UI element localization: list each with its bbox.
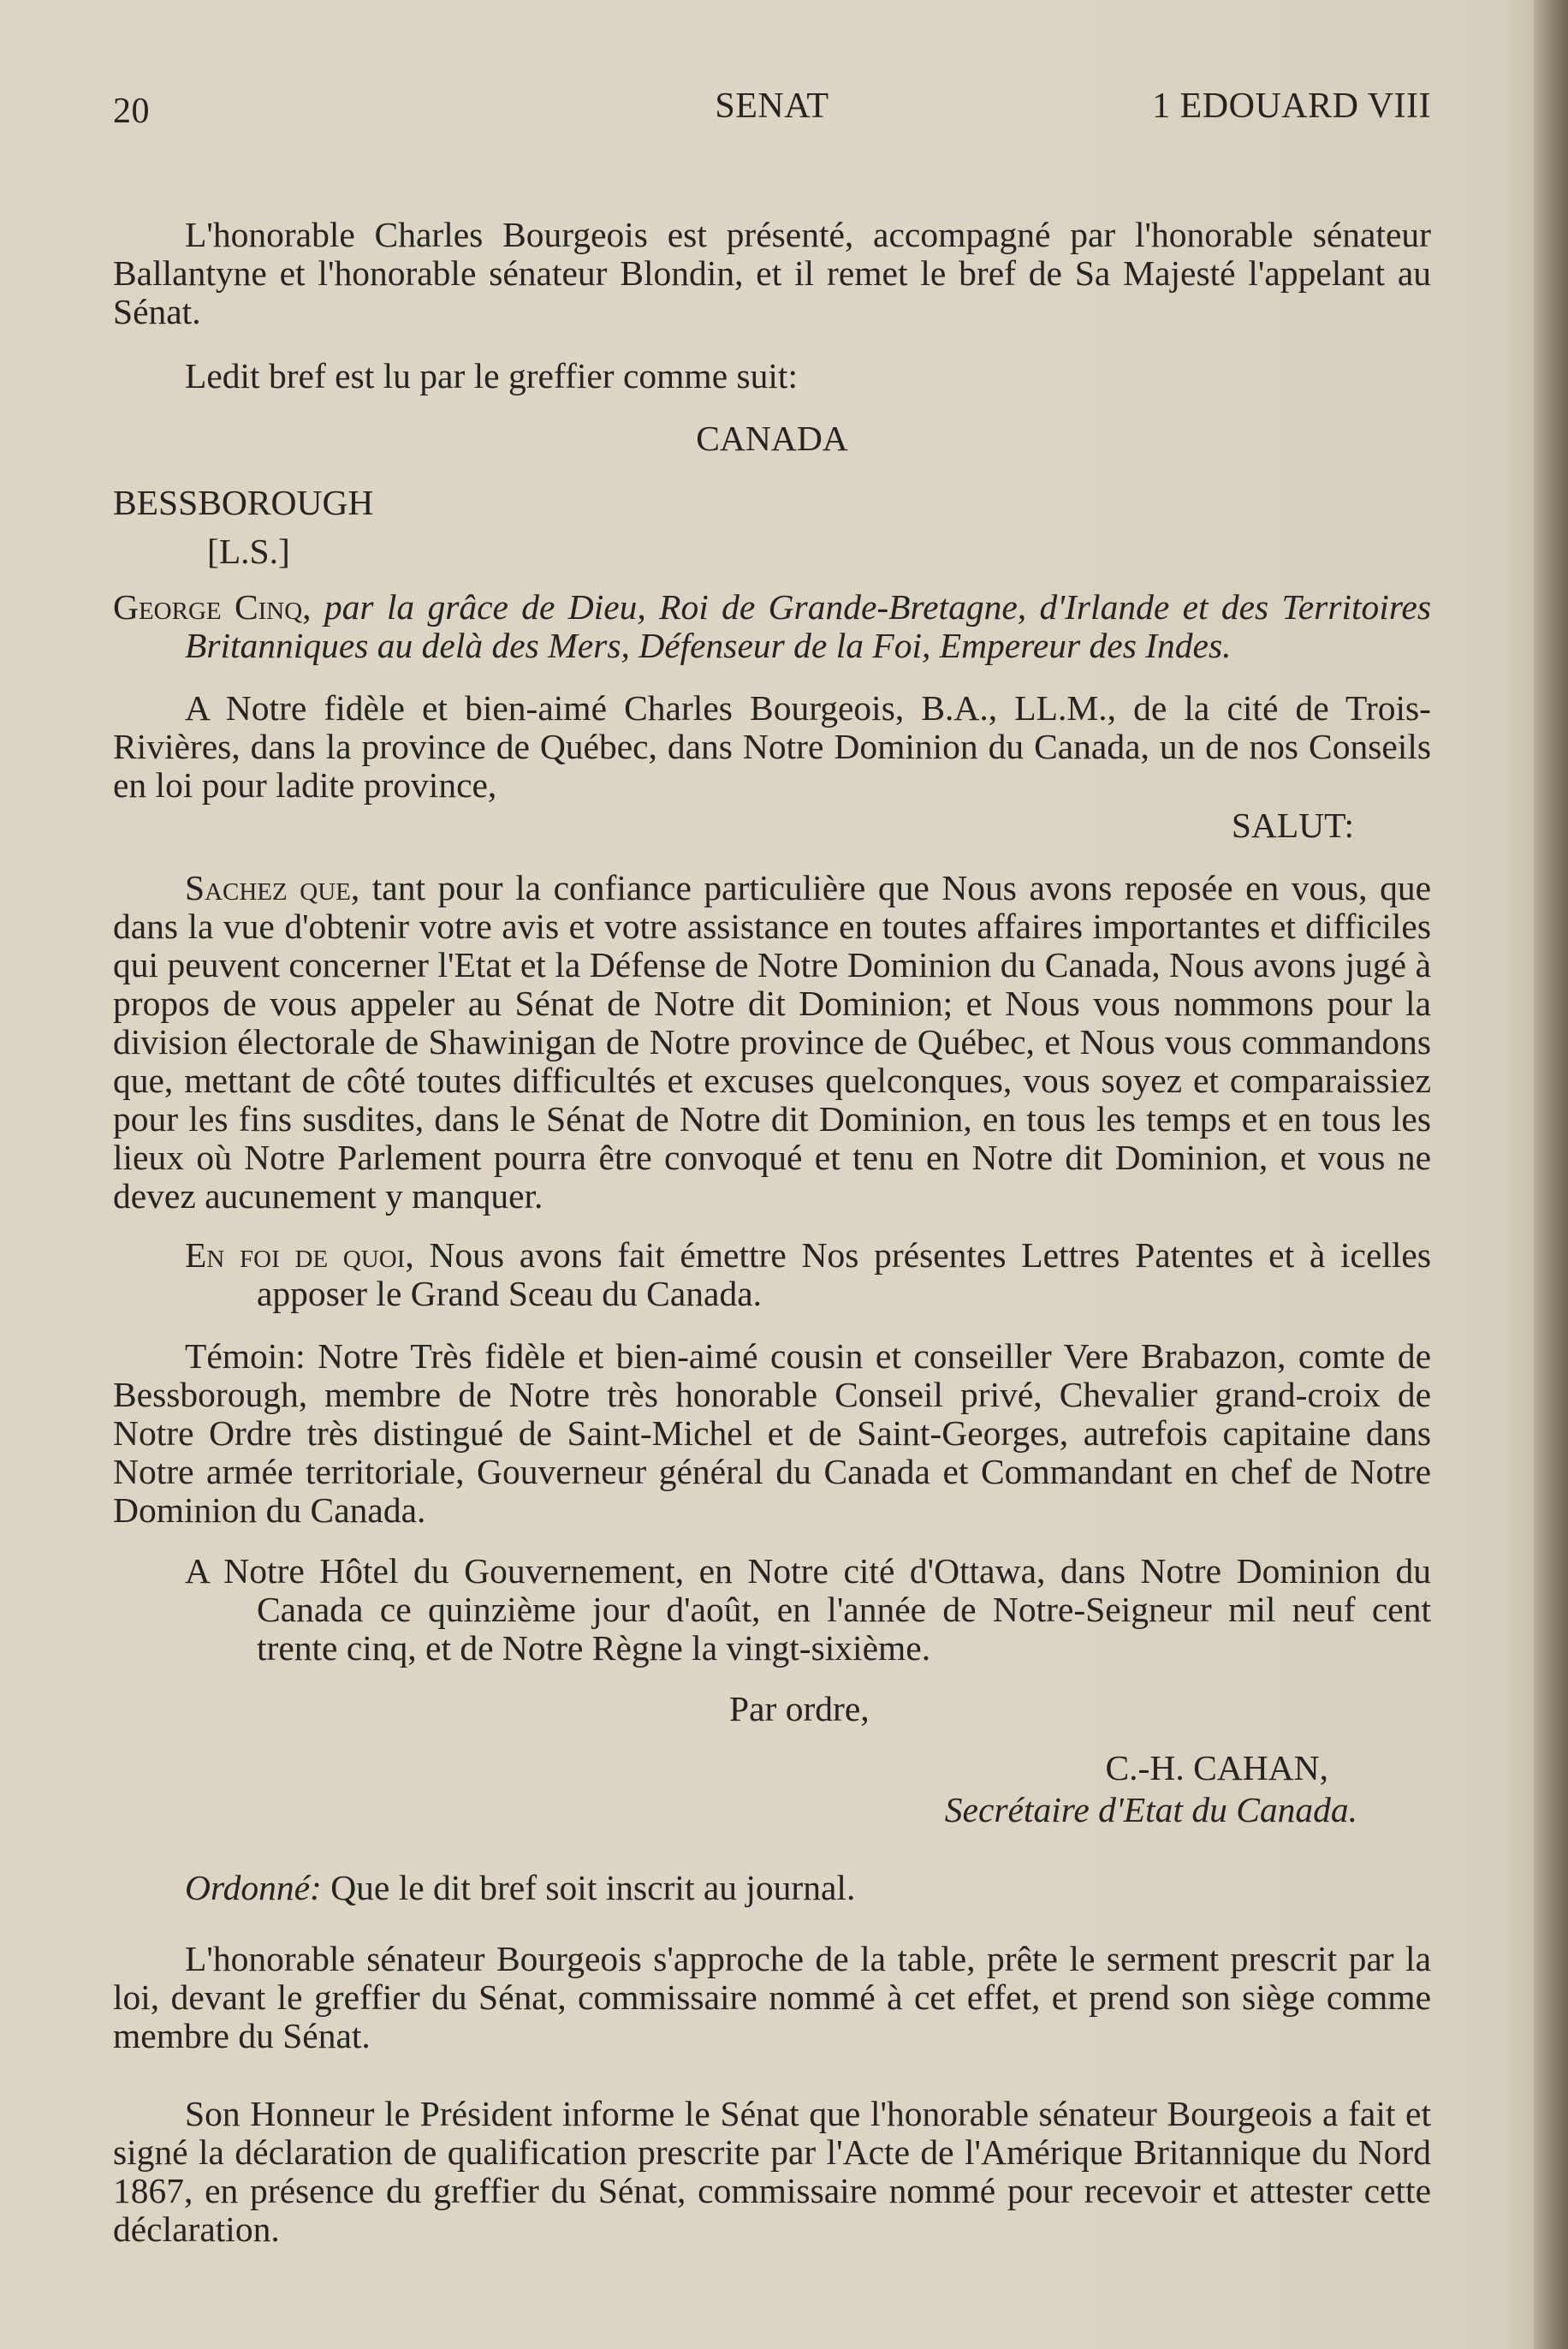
par-ordre: Par ordre,	[729, 1689, 870, 1728]
paragraph-serment: L'honorable sénateur Bourgeois s'approche de la table, prête le serment prescrit par la loi, devant le greffier du Sénat, commissaire nommé à cet effet, et prend son siège comme membre du Sénat.	[113, 1939, 1431, 2055]
seal-ls: [L.S.]	[207, 532, 290, 571]
paragraph-ordonne	[113, 1869, 1431, 1907]
running-header	[113, 79, 1431, 139]
ordonne-text: Que le dit bref soit inscrit au journal.	[321, 1868, 856, 1907]
paragraph-bref-lu: Ledit bref est lu par le greffier comme suit:	[185, 356, 798, 395]
en-foi-text: Nous avons fait émettre Nos présentes Lettres Patentes et à icelles apposer le Grand Sceau du Canada.	[257, 1235, 1431, 1313]
salut: SALUT:	[1231, 806, 1354, 845]
header-session: 1 EDOUARD VIII	[1152, 86, 1431, 126]
paragraph-en-foi	[185, 1236, 1431, 1313]
signature-cahan: C.-H. CAHAN,	[1105, 1748, 1328, 1787]
book-spine-shadow	[1534, 0, 1568, 2349]
paragraph-temoin: Témoin: Notre Très fidèle et bien-aimé cousin et conseiller Vere Brabazon, comte de Bessborough, membre de Notre très honorable Conseil privé, Chevalier grand-croix de Notre Ordre très distingué de Saint-Michel et de Saint-Georges, autrefois capitaine dans Notre armée territoriale, Gouverneur général du Canada et Commandant en chef de Notre Dominion du Canada.	[113, 1336, 1431, 1530]
paragraph-george-cinq	[113, 588, 1431, 665]
paragraph-hotel: A Notre Hôtel du Gouvernement, en Notre cité d'Ottawa, dans Notre Dominion du Canada ce quinzième jour d'août, en l'année de Notre-Seigneur mil neuf cent trente cinq, et de Notre Règne la vingt-sixième.	[185, 1551, 1431, 1668]
paragraph-president: Son Honneur le Président informe le Sénat que l'honorable sénateur Bourgeois a fait et signé la déclaration de qualification prescrite par l'Acte de l'Amérique Britannique du Nord 1867, en présence du greffier du Sénat, commissaire nommé pour recevoir et attester cette déclaration.	[113, 2094, 1431, 2249]
sachez-que-text: tant pour la confiance particulière que Nous avons reposée en vous, que dans la vue d'obtenir votre avis et votre assistance en toutes affaires importantes et difficiles qui peuvent concerner l'Etat et la Défense de Notre Dominion du Canada, Nous avons jugé à propos de vous appeler au Sénat de Notre dit Dominion; et Nous vous nommons pour la division électorale de Shawinigan de Notre province de Québec, et Nous vous commandons que, mettant de côté toutes difficultés et excuses quelconques, vous soyez et comparaissiez pour les fins susdites, dans le Sénat de Notre dit Dominion, en tous les temps et en tous les lieux où Notre Parlement pourra être convoqué et tenu en Notre dit Dominion, et vous ne devez aucunement y manquer.	[113, 868, 1432, 1216]
heading-bessborough: BESSBOROUGH	[113, 483, 374, 522]
document-content	[113, 79, 1431, 2249]
signature-title: Secrétaire d'Etat du Canada.	[944, 1790, 1357, 1829]
george-cinq-title: par la grâce de Dieu, Roi de Grande-Bretagne, d'Irlande et des Territoires Britanniques au delà des Mers, Défenseur de la Foi, Empereur des Indes.	[185, 587, 1432, 665]
ordonne-label: Ordonné:	[185, 1868, 322, 1907]
paragraph-notre-fidele: A Notre fidèle et bien-aimé Charles Bourgeois, B.A., LL.M., de la cité de Trois-Rivières, dans la province de Québec, dans Notre Dominion du Canada, un de nos Conseils en loi pour ladite province,	[113, 688, 1431, 805]
page-number: 20	[113, 92, 150, 131]
paragraph-presentation: L'honorable Charles Bourgeois est présenté, accompagné par l'honorable sénateur Ballantyne et l'honorable sénateur Blondin, et il remet le bref de Sa Majesté l'appelant au Sénat.	[113, 215, 1431, 331]
header-title: SENAT	[715, 86, 829, 126]
heading-canada: CANADA	[696, 419, 848, 458]
paragraph-sachez-que	[113, 869, 1431, 1216]
en-foi-smallcaps: En foi de quoi,	[185, 1235, 414, 1275]
sachez-que-smallcaps: Sachez que,	[185, 868, 360, 907]
george-cinq-smallcaps: George Cinq,	[113, 587, 312, 627]
